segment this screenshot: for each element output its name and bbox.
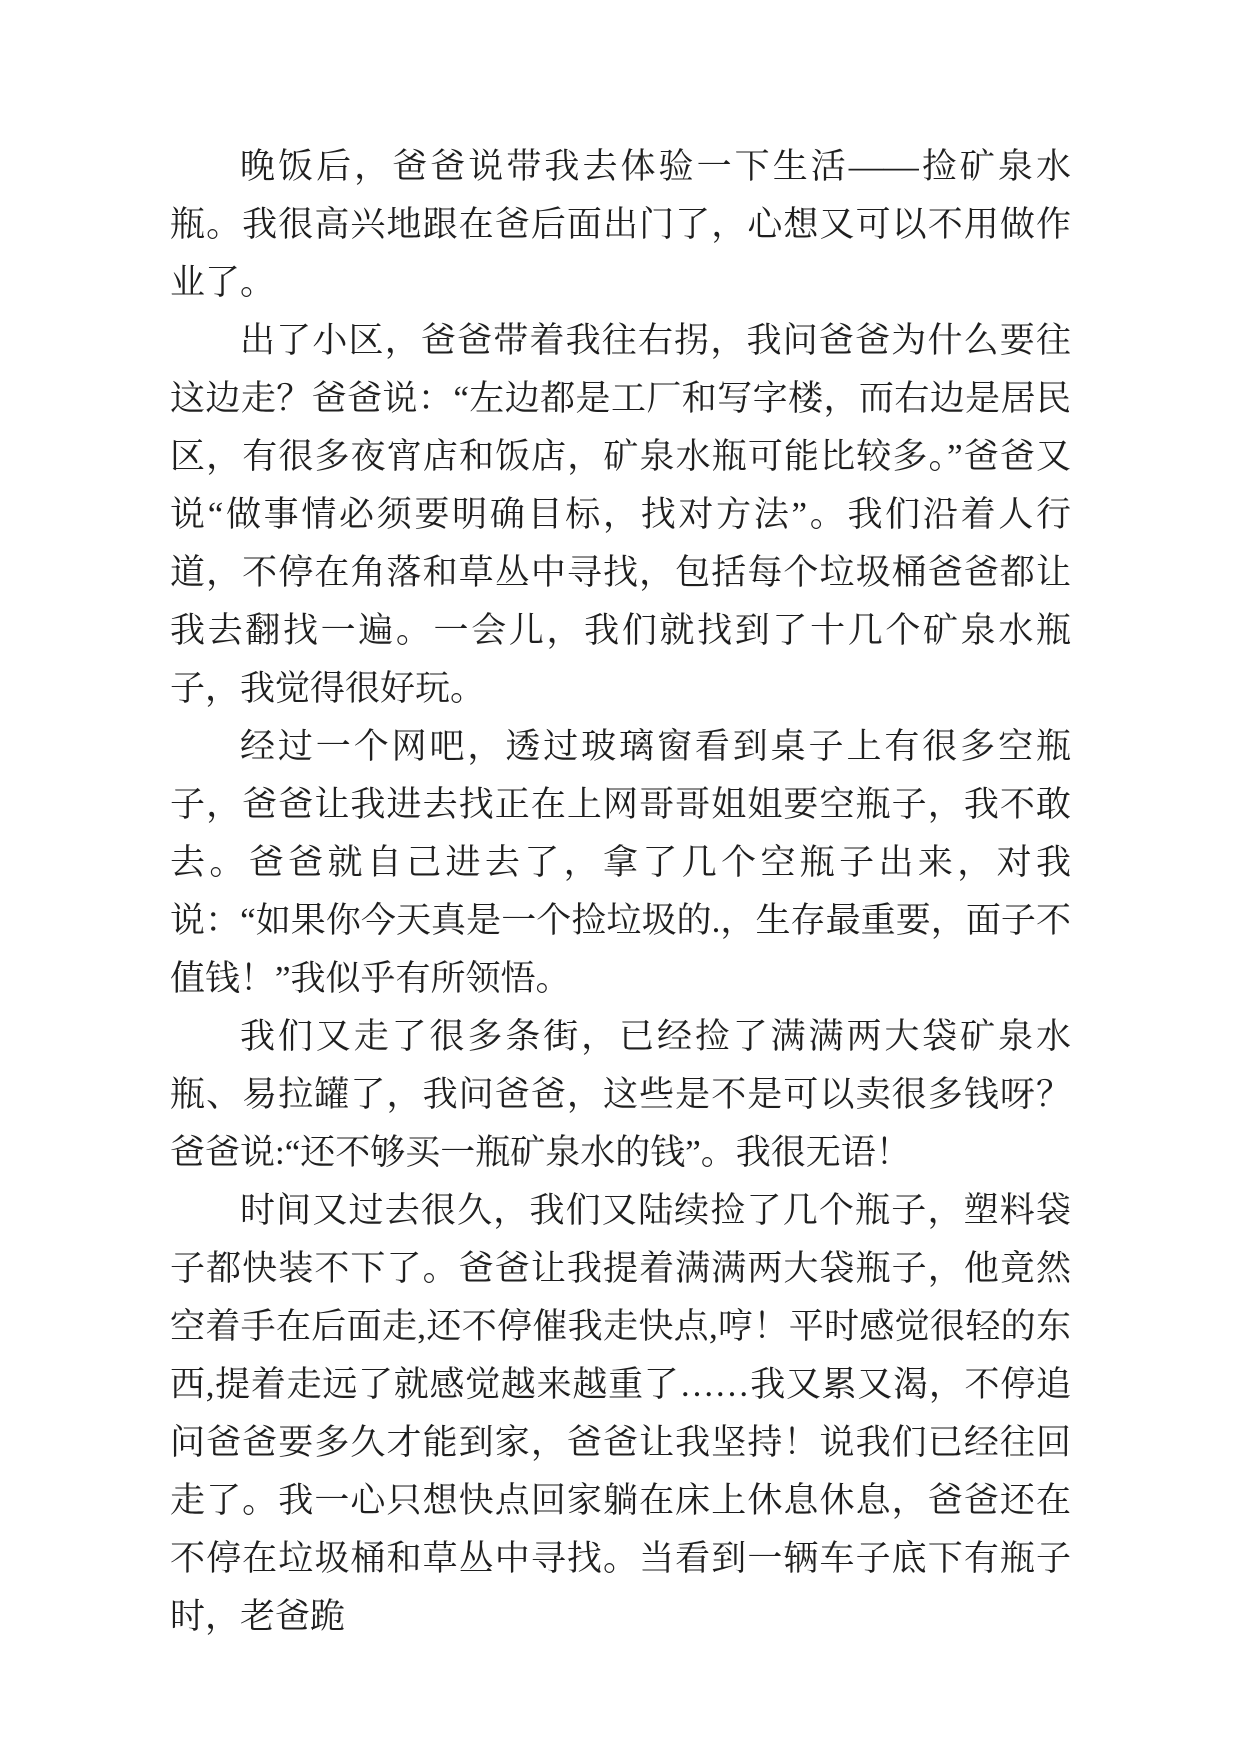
essay-paragraph-2: 出了小区，爸爸带着我往右拐，我问爸爸为什么要往这边走？爸爸说：“左边都是工厂和写字楼，而右边是居民区，有很多夜宵店和饭店，矿泉水瓶可能比较多。”爸爸又说“做事情必须要明确目标，找对方法”。我们沿着人行道，不停在角落和草丛中寻找，包括每个垃圾桶爸爸都让我去翻找一遍。一会儿，我们就找到了十几个矿泉水瓶子，我觉得很好玩。 — [170, 321, 1071, 708]
essay-paragraph-1: 晚饭后，爸爸说带我去体验一下生活——捡矿泉水瓶。我很高兴地跟在爸后面出门了，心想又可以不用做作业了。 — [170, 147, 1071, 302]
essay-paragraph-5: 时间又过去很久，我们又陆续捡了几个瓶子，塑料袋子都快装不下了。爸爸让我提着满满两大袋瓶子，他竟然空着手在后面走,还不停催我走快点,哼！平时感觉很轻的东西,提着走远了就感觉越来越重了……我又累又渴，不停追问爸爸要多久才能到家，爸爸让我坚持！说我们已经往回走了。我一心只想快点回家躺在床上休息休息，爸爸还在不停在垃圾桶和草丛中寻找。当看到一辆车子底下有瓶子时，老爸跪 — [170, 1191, 1071, 1636]
essay-body — [170, 138, 1071, 1646]
essay-paragraph-4: 我们又走了很多条街，已经捡了满满两大袋矿泉水瓶、易拉罐了，我问爸爸，这些是不是可以卖很多钱呀？爸爸说:“还不够买一瓶矿泉水的钱”。我很无语！ — [170, 1017, 1071, 1172]
essay-paragraph-3: 经过一个网吧，透过玻璃窗看到桌子上有很多空瓶子，爸爸让我进去找正在上网哥哥姐姐要空瓶子，我不敢去。爸爸就自己进去了，拿了几个空瓶子出来，对我说：“如果你今天真是一个捡垃圾的.，生存最重要，面子不值钱！”我似乎有所领悟。 — [170, 727, 1071, 998]
